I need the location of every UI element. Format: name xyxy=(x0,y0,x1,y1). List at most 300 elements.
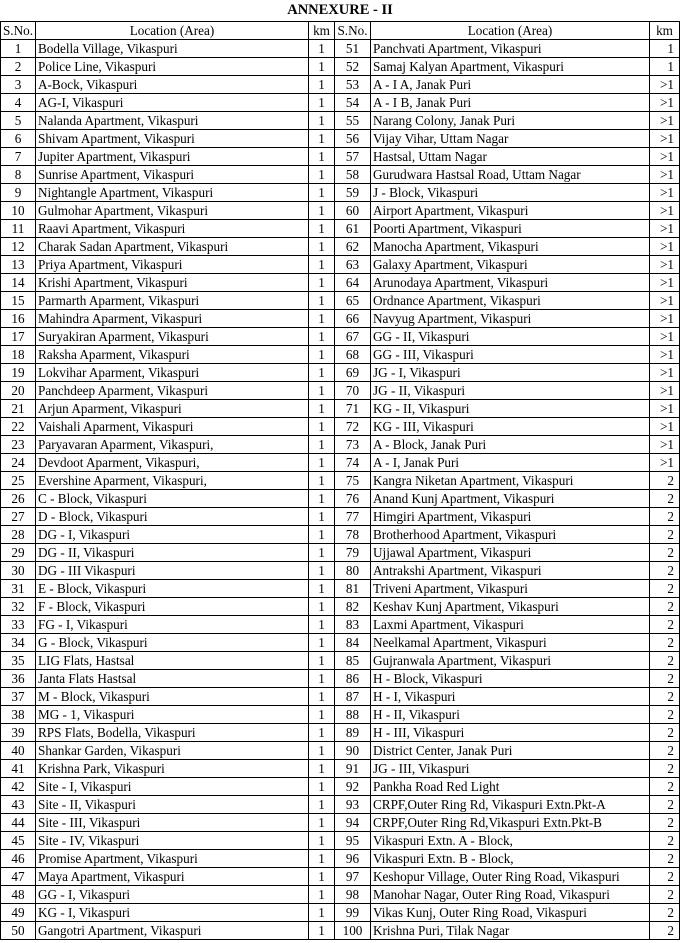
location-cell: Mahindra Aparment, Vikaspuri xyxy=(36,310,309,328)
serial-number-cell: 60 xyxy=(335,202,371,220)
km-cell: >1 xyxy=(650,112,680,130)
km-cell: 2 xyxy=(650,598,680,616)
location-cell: KG - I, Vikaspuri xyxy=(36,904,309,922)
km-cell: 1 xyxy=(650,58,680,76)
location-cell: Antrakshi Apartment, Vikaspuri xyxy=(371,562,650,580)
km-cell: >1 xyxy=(650,346,680,364)
serial-number-cell: 72 xyxy=(335,418,371,436)
serial-number-cell: 53 xyxy=(335,76,371,94)
location-cell: District Center, Janak Puri xyxy=(371,742,650,760)
km-cell: 1 xyxy=(309,544,335,562)
km-cell: 2 xyxy=(650,580,680,598)
serial-number-cell: 67 xyxy=(335,328,371,346)
table-row xyxy=(1,382,680,400)
km-cell: 1 xyxy=(309,850,335,868)
km-cell: 1 xyxy=(309,634,335,652)
serial-number-cell: 33 xyxy=(1,616,36,634)
km-cell: 2 xyxy=(650,562,680,580)
table-row xyxy=(1,688,680,706)
km-cell: 1 xyxy=(309,886,335,904)
serial-number-cell: 48 xyxy=(1,886,36,904)
serial-number-cell: 36 xyxy=(1,670,36,688)
location-cell: H - III, Vikaspuri xyxy=(371,724,650,742)
table-body xyxy=(1,40,680,940)
location-cell: Panchvati Apartment, Vikaspuri xyxy=(371,40,650,58)
km-cell: 1 xyxy=(309,130,335,148)
location-cell: Gulmohar Apartment, Vikaspuri xyxy=(36,202,309,220)
serial-number-cell: 25 xyxy=(1,472,36,490)
km-cell: >1 xyxy=(650,310,680,328)
location-cell: H - Block, Vikaspuri xyxy=(371,670,650,688)
location-cell: Keshav Kunj Apartment, Vikaspuri xyxy=(371,598,650,616)
serial-number-cell: 9 xyxy=(1,184,36,202)
location-cell: GG - III, Vikaspuri xyxy=(371,346,650,364)
serial-number-cell: 88 xyxy=(335,706,371,724)
table-row xyxy=(1,202,680,220)
location-cell: E - Block, Vikaspuri xyxy=(36,580,309,598)
location-cell: Himgiri Apartment, Vikaspuri xyxy=(371,508,650,526)
location-cell: Ordnance Apartment, Vikaspuri xyxy=(371,292,650,310)
serial-number-cell: 6 xyxy=(1,130,36,148)
table-row xyxy=(1,94,680,112)
location-cell: CRPF,Outer Ring Rd, Vikaspuri Extn.Pkt-A xyxy=(371,796,650,814)
location-cell: Airport Apartment, Vikaspuri xyxy=(371,202,650,220)
km-cell: >1 xyxy=(650,436,680,454)
km-cell: 2 xyxy=(650,490,680,508)
km-cell: 1 xyxy=(309,94,335,112)
location-cell: H - I, Vikaspuri xyxy=(371,688,650,706)
serial-number-cell: 22 xyxy=(1,418,36,436)
km-cell: 1 xyxy=(309,526,335,544)
serial-number-cell: 42 xyxy=(1,778,36,796)
table-row xyxy=(1,184,680,202)
serial-number-cell: 97 xyxy=(335,868,371,886)
location-cell: Gujranwala Apartment, Vikaspuri xyxy=(371,652,650,670)
location-cell: Ujjawal Apartment, Vikaspuri xyxy=(371,544,650,562)
serial-number-cell: 31 xyxy=(1,580,36,598)
table-row xyxy=(1,328,680,346)
location-cell: JG - II, Vikaspuri xyxy=(371,382,650,400)
location-cell: A - I, Janak Puri xyxy=(371,454,650,472)
table-row xyxy=(1,814,680,832)
km-cell: 1 xyxy=(309,508,335,526)
location-cell: GG - I, Vikaspuri xyxy=(36,886,309,904)
location-cell: FG - I, Vikaspuri xyxy=(36,616,309,634)
location-cell: Vikaspuri Extn. B - Block, xyxy=(371,850,650,868)
serial-number-cell: 16 xyxy=(1,310,36,328)
location-cell: JG - I, Vikaspuri xyxy=(371,364,650,382)
table-row xyxy=(1,580,680,598)
location-cell: Anand Kunj Apartment, Vikaspuri xyxy=(371,490,650,508)
table-row xyxy=(1,760,680,778)
table-row xyxy=(1,400,680,418)
km-cell: 2 xyxy=(650,904,680,922)
serial-number-cell: 50 xyxy=(1,922,36,940)
location-cell: GG - II, Vikaspuri xyxy=(371,328,650,346)
location-cell: A-Bock, Vikaspuri xyxy=(36,76,309,94)
km-cell: >1 xyxy=(650,454,680,472)
table-row xyxy=(1,598,680,616)
location-cell: J - Block, Vikaspuri xyxy=(371,184,650,202)
table-row xyxy=(1,40,680,58)
location-cell: Navyug Apartment, Vikaspuri xyxy=(371,310,650,328)
serial-number-cell: 23 xyxy=(1,436,36,454)
km-cell: 2 xyxy=(650,616,680,634)
km-cell: 2 xyxy=(650,670,680,688)
km-cell: 1 xyxy=(309,868,335,886)
km-cell: 1 xyxy=(309,400,335,418)
km-cell: 2 xyxy=(650,652,680,670)
serial-number-cell: 7 xyxy=(1,148,36,166)
location-cell: Gangotri Apartment, Vikaspuri xyxy=(36,922,309,940)
serial-number-cell: 66 xyxy=(335,310,371,328)
serial-number-cell: 43 xyxy=(1,796,36,814)
serial-number-cell: 91 xyxy=(335,760,371,778)
km-cell: 1 xyxy=(309,490,335,508)
table-row xyxy=(1,868,680,886)
km-cell: >1 xyxy=(650,94,680,112)
serial-number-cell: 62 xyxy=(335,238,371,256)
location-cell: Nalanda Apartment, Vikaspuri xyxy=(36,112,309,130)
location-cell: Devdoot Aparment, Vikaspuri, xyxy=(36,454,309,472)
serial-number-cell: 81 xyxy=(335,580,371,598)
serial-number-cell: 24 xyxy=(1,454,36,472)
km-cell: 2 xyxy=(650,706,680,724)
serial-number-cell: 26 xyxy=(1,490,36,508)
serial-number-cell: 55 xyxy=(335,112,371,130)
location-cell: Site - IV, Vikaspuri xyxy=(36,832,309,850)
table-row xyxy=(1,742,680,760)
km-cell: 1 xyxy=(309,436,335,454)
km-cell: 2 xyxy=(650,544,680,562)
km-cell: 1 xyxy=(309,346,335,364)
table-row xyxy=(1,796,680,814)
location-cell: Paryavaran Aparment, Vikaspuri, xyxy=(36,436,309,454)
location-cell: Priya Apartment, Vikaspuri xyxy=(36,256,309,274)
location-cell: Jupiter Apartment, Vikaspuri xyxy=(36,148,309,166)
location-cell: Panchdeep Aparment, Vikaspuri xyxy=(36,382,309,400)
km-cell: 2 xyxy=(650,778,680,796)
table-row xyxy=(1,436,680,454)
serial-number-cell: 38 xyxy=(1,706,36,724)
km-cell: 1 xyxy=(309,814,335,832)
km-cell: 1 xyxy=(309,58,335,76)
location-table xyxy=(0,21,680,940)
km-cell: 2 xyxy=(650,724,680,742)
km-cell: >1 xyxy=(650,76,680,94)
location-cell: CRPF,Outer Ring Rd,Vikaspuri Extn.Pkt-B xyxy=(371,814,650,832)
km-cell: 1 xyxy=(309,832,335,850)
km-cell: 2 xyxy=(650,796,680,814)
serial-number-cell: 78 xyxy=(335,526,371,544)
location-cell: M - Block, Vikaspuri xyxy=(36,688,309,706)
location-cell: Arunodaya Apartment, Vikaspuri xyxy=(371,274,650,292)
table-row xyxy=(1,832,680,850)
km-cell: 2 xyxy=(650,868,680,886)
km-cell: 1 xyxy=(309,778,335,796)
location-cell: KG - III, Vikaspuri xyxy=(371,418,650,436)
serial-number-cell: 94 xyxy=(335,814,371,832)
km-cell: 1 xyxy=(309,418,335,436)
serial-number-cell: 19 xyxy=(1,364,36,382)
serial-number-cell: 98 xyxy=(335,886,371,904)
km-cell: >1 xyxy=(650,328,680,346)
header-sno-left: S.No. xyxy=(1,22,36,40)
serial-number-cell: 14 xyxy=(1,274,36,292)
header-row xyxy=(1,22,680,40)
km-cell: >1 xyxy=(650,220,680,238)
km-cell: 2 xyxy=(650,688,680,706)
km-cell: >1 xyxy=(650,364,680,382)
table-row xyxy=(1,526,680,544)
serial-number-cell: 96 xyxy=(335,850,371,868)
km-cell: 1 xyxy=(309,724,335,742)
serial-number-cell: 1 xyxy=(1,40,36,58)
serial-number-cell: 29 xyxy=(1,544,36,562)
table-row xyxy=(1,724,680,742)
page-title: ANNEXURE - II xyxy=(287,2,393,18)
location-cell: Site - II, Vikaspuri xyxy=(36,796,309,814)
location-cell: Police Line, Vikaspuri xyxy=(36,58,309,76)
table-row xyxy=(1,670,680,688)
serial-number-cell: 75 xyxy=(335,472,371,490)
km-cell: >1 xyxy=(650,274,680,292)
km-cell: 1 xyxy=(309,616,335,634)
location-cell: DG - III Vikaspuri xyxy=(36,562,309,580)
serial-number-cell: 52 xyxy=(335,58,371,76)
serial-number-cell: 69 xyxy=(335,364,371,382)
location-cell: Shankar Garden, Vikaspuri xyxy=(36,742,309,760)
km-cell: 1 xyxy=(309,904,335,922)
table-row xyxy=(1,148,680,166)
km-cell: 1 xyxy=(309,742,335,760)
location-cell: Nightangle Apartment, Vikaspuri xyxy=(36,184,309,202)
serial-number-cell: 2 xyxy=(1,58,36,76)
serial-number-cell: 10 xyxy=(1,202,36,220)
serial-number-cell: 44 xyxy=(1,814,36,832)
location-cell: Maya Apartment, Vikaspuri xyxy=(36,868,309,886)
location-cell: AG-I, Vikaspuri xyxy=(36,94,309,112)
location-cell: Brotherhood Apartment, Vikaspuri xyxy=(371,526,650,544)
table-row xyxy=(1,544,680,562)
serial-number-cell: 65 xyxy=(335,292,371,310)
km-cell: 2 xyxy=(650,526,680,544)
location-cell: Krishna Puri, Tilak Nagar xyxy=(371,922,650,940)
location-cell: Krishi Apartment, Vikaspuri xyxy=(36,274,309,292)
km-cell: >1 xyxy=(650,166,680,184)
serial-number-cell: 57 xyxy=(335,148,371,166)
km-cell: 1 xyxy=(309,148,335,166)
table-row xyxy=(1,346,680,364)
location-cell: Shivam Apartment, Vikaspuri xyxy=(36,130,309,148)
serial-number-cell: 35 xyxy=(1,652,36,670)
serial-number-cell: 41 xyxy=(1,760,36,778)
km-cell: 1 xyxy=(309,598,335,616)
serial-number-cell: 39 xyxy=(1,724,36,742)
km-cell: 1 xyxy=(309,310,335,328)
serial-number-cell: 34 xyxy=(1,634,36,652)
serial-number-cell: 89 xyxy=(335,724,371,742)
table-row xyxy=(1,310,680,328)
location-cell: Vijay Vihar, Uttam Nagar xyxy=(371,130,650,148)
serial-number-cell: 28 xyxy=(1,526,36,544)
location-cell: Promise Apartment, Vikaspuri xyxy=(36,850,309,868)
serial-number-cell: 63 xyxy=(335,256,371,274)
serial-number-cell: 37 xyxy=(1,688,36,706)
km-cell: 2 xyxy=(650,850,680,868)
km-cell: 1 xyxy=(650,40,680,58)
table-row xyxy=(1,364,680,382)
km-cell: 1 xyxy=(309,274,335,292)
location-cell: Vikas Kunj, Outer Ring Road, Vikaspuri xyxy=(371,904,650,922)
km-cell: 2 xyxy=(650,472,680,490)
serial-number-cell: 61 xyxy=(335,220,371,238)
serial-number-cell: 47 xyxy=(1,868,36,886)
serial-number-cell: 76 xyxy=(335,490,371,508)
table-row xyxy=(1,166,680,184)
location-cell: Pankha Road Red Light xyxy=(371,778,650,796)
header-km-right: km xyxy=(650,22,680,40)
km-cell: >1 xyxy=(650,148,680,166)
km-cell: 1 xyxy=(309,922,335,940)
table-row xyxy=(1,130,680,148)
location-cell: Suryakiran Aparment, Vikaspuri xyxy=(36,328,309,346)
serial-number-cell: 77 xyxy=(335,508,371,526)
table-row xyxy=(1,256,680,274)
header-location-right: Location (Area) xyxy=(371,22,650,40)
serial-number-cell: 70 xyxy=(335,382,371,400)
serial-number-cell: 5 xyxy=(1,112,36,130)
km-cell: 1 xyxy=(309,706,335,724)
table-row xyxy=(1,886,680,904)
location-cell: Kangra Niketan Apartment, Vikaspuri xyxy=(371,472,650,490)
serial-number-cell: 40 xyxy=(1,742,36,760)
table-row xyxy=(1,562,680,580)
location-cell: Gurudwara Hastsal Road, Uttam Nagar xyxy=(371,166,650,184)
serial-number-cell: 46 xyxy=(1,850,36,868)
serial-number-cell: 54 xyxy=(335,94,371,112)
km-cell: 1 xyxy=(309,688,335,706)
km-cell: 1 xyxy=(309,472,335,490)
km-cell: 2 xyxy=(650,886,680,904)
serial-number-cell: 51 xyxy=(335,40,371,58)
serial-number-cell: 87 xyxy=(335,688,371,706)
km-cell: 1 xyxy=(309,796,335,814)
serial-number-cell: 21 xyxy=(1,400,36,418)
location-cell: DG - II, Vikaspuri xyxy=(36,544,309,562)
table-row xyxy=(1,850,680,868)
location-cell: Charak Sadan Apartment, Vikaspuri xyxy=(36,238,309,256)
km-cell: >1 xyxy=(650,418,680,436)
km-cell: 1 xyxy=(309,760,335,778)
serial-number-cell: 83 xyxy=(335,616,371,634)
km-cell: 2 xyxy=(650,814,680,832)
table-row xyxy=(1,778,680,796)
serial-number-cell: 58 xyxy=(335,166,371,184)
location-cell: D - Block, Vikaspuri xyxy=(36,508,309,526)
km-cell: 1 xyxy=(309,670,335,688)
location-cell: RPS Flats, Bodella, Vikaspuri xyxy=(36,724,309,742)
table-row xyxy=(1,922,680,940)
serial-number-cell: 15 xyxy=(1,292,36,310)
location-cell: Parmarth Aparment, Vikaspuri xyxy=(36,292,309,310)
serial-number-cell: 80 xyxy=(335,562,371,580)
km-cell: 1 xyxy=(309,220,335,238)
location-cell: A - I B, Janak Puri xyxy=(371,94,650,112)
serial-number-cell: 32 xyxy=(1,598,36,616)
serial-number-cell: 73 xyxy=(335,436,371,454)
location-cell: KG - II, Vikaspuri xyxy=(371,400,650,418)
header-km-left: km xyxy=(309,22,335,40)
serial-number-cell: 45 xyxy=(1,832,36,850)
km-cell: 1 xyxy=(309,76,335,94)
location-cell: Janta Flats Hastsal xyxy=(36,670,309,688)
serial-number-cell: 74 xyxy=(335,454,371,472)
table-row xyxy=(1,76,680,94)
location-cell: Site - I, Vikaspuri xyxy=(36,778,309,796)
serial-number-cell: 71 xyxy=(335,400,371,418)
serial-number-cell: 99 xyxy=(335,904,371,922)
km-cell: 1 xyxy=(309,328,335,346)
location-cell: Poorti Apartment, Vikaspuri xyxy=(371,220,650,238)
table-row xyxy=(1,508,680,526)
location-cell: Hastsal, Uttam Nagar xyxy=(371,148,650,166)
location-cell: Keshopur Village, Outer Ring Road, Vikaspuri xyxy=(371,868,650,886)
serial-number-cell: 13 xyxy=(1,256,36,274)
km-cell: >1 xyxy=(650,382,680,400)
table-row xyxy=(1,706,680,724)
serial-number-cell: 59 xyxy=(335,184,371,202)
serial-number-cell: 79 xyxy=(335,544,371,562)
km-cell: 1 xyxy=(309,580,335,598)
km-cell: 1 xyxy=(309,40,335,58)
location-cell: Galaxy Apartment, Vikaspuri xyxy=(371,256,650,274)
table-row xyxy=(1,616,680,634)
km-cell: 1 xyxy=(309,112,335,130)
serial-number-cell: 85 xyxy=(335,652,371,670)
km-cell: 1 xyxy=(309,562,335,580)
table-row xyxy=(1,220,680,238)
location-cell: Site - III, Vikaspuri xyxy=(36,814,309,832)
table-row xyxy=(1,292,680,310)
km-cell: 1 xyxy=(309,238,335,256)
location-cell: Arjun Aparment, Vikaspuri xyxy=(36,400,309,418)
serial-number-cell: 8 xyxy=(1,166,36,184)
km-cell: 1 xyxy=(309,256,335,274)
serial-number-cell: 17 xyxy=(1,328,36,346)
serial-number-cell: 86 xyxy=(335,670,371,688)
km-cell: 1 xyxy=(309,454,335,472)
km-cell: >1 xyxy=(650,400,680,418)
serial-number-cell: 90 xyxy=(335,742,371,760)
location-cell: JG - III, Vikaspuri xyxy=(371,760,650,778)
table-row xyxy=(1,274,680,292)
km-cell: >1 xyxy=(650,238,680,256)
location-cell: Narang Colony, Janak Puri xyxy=(371,112,650,130)
serial-number-cell: 84 xyxy=(335,634,371,652)
location-cell: Raavi Apartment, Vikaspuri xyxy=(36,220,309,238)
km-cell: 1 xyxy=(309,184,335,202)
location-cell: A - Block, Janak Puri xyxy=(371,436,650,454)
location-cell: Evershine Aparment, Vikaspuri, xyxy=(36,472,309,490)
location-cell: F - Block, Vikaspuri xyxy=(36,598,309,616)
location-cell: Triveni Apartment, Vikaspuri xyxy=(371,580,650,598)
location-cell: MG - 1, Vikaspuri xyxy=(36,706,309,724)
location-cell: Sunrise Apartment, Vikaspuri xyxy=(36,166,309,184)
serial-number-cell: 56 xyxy=(335,130,371,148)
location-cell: A - I A, Janak Puri xyxy=(371,76,650,94)
serial-number-cell: 95 xyxy=(335,832,371,850)
